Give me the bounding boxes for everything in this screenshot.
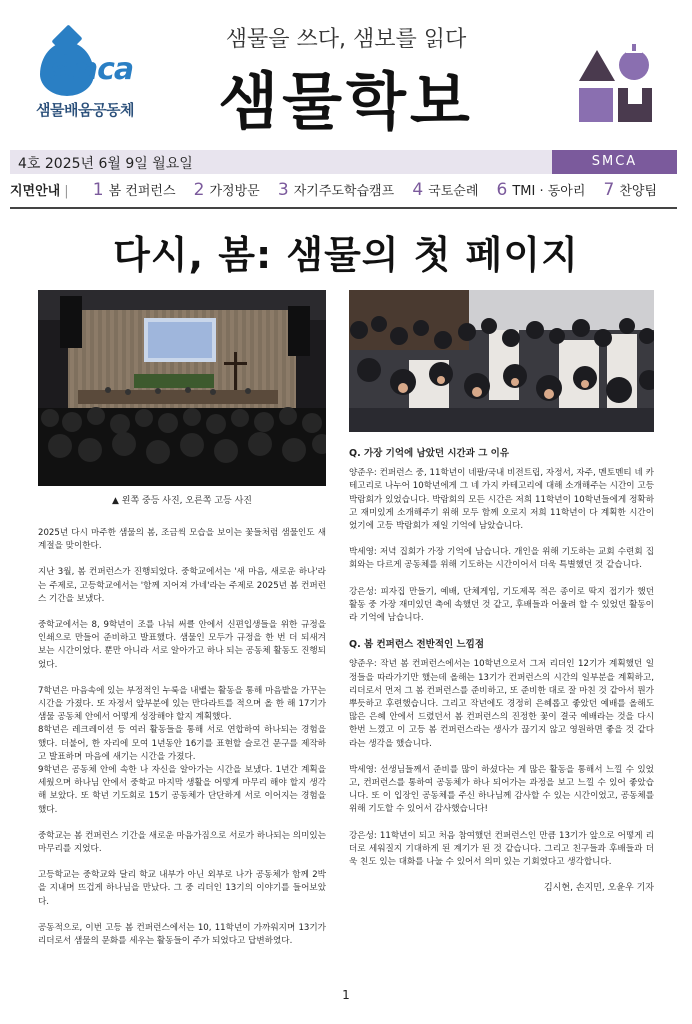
paragraph: 지난 3월, 봄 컨퍼런스가 진행되었다. 중학교에서는 '새 마음, 새로운 하나'라는 주제로, 고등학교에서는 '함께 지어져 가네'라는 주제로 2025년 봄 컨퍼런스 기간을 보냈다.: [38, 567, 326, 604]
answer: 양준우: 작년 봄 컨퍼런스에서는 10학년으로서 그저 리더인 12기가 계획했던 일정들을 따라가기만 했는데 올해는 13기가 컨퍼런스의 시간의 일부분을 계획하고, 리더로서 먼저 그 봄 컨퍼런스를 준비하고, 또 준비한 대로 잘 마친 것 같아서 뭔가 뿌듯하고 후련했습니다. 그리고 작년에도 경정히 은혜롭고 좋았던 예배를 올해도 많은 은혜 안에서 드렸던서 봄 컨퍼런스의 진정한 꽃이 결국 예배라는 것을 다시 한번 느꼈고 이 고등 봄 컨퍼런스라는 생사가 끊기지 않고 영원하면 좋을 것 같다라는 생각을 했습니다.: [349, 659, 654, 749]
article-left-column: [38, 527, 326, 961]
toc-item[interactable]: 봄 컨퍼런스: [108, 184, 176, 199]
paragraph: 고등학교는 중학교와 달리 학교 내부가 아닌 외부로 나가 공동체가 함께 2박을 지내며 뜨겁게 하나님을 만났다. 그 중 리더인 13기의 이야기를 들어보았다.: [38, 870, 326, 907]
shapes-logo-icon: [576, 44, 654, 126]
org-name: 샘물배움공동체: [36, 101, 134, 119]
middle-school-photo: [38, 290, 326, 486]
paragraph: 8학년은 레크레이션 등 여러 활동들을 통해 서로 연합하여 하나되는 경험을 했다. 더불어, 한 자리에 모여 1년동안 16기를 표현할 슬로건 문구를 제작하고 발표하며 마음에 새기는 시간을 가졌다.: [38, 725, 326, 762]
toc-num: 1: [92, 180, 104, 200]
reporter-credit: 김시현, 손지민, 오윤우 기자: [544, 883, 654, 894]
photo-caption: ▲ 왼쪽 중등 사진, 오른쪽 고등 사진: [112, 496, 252, 506]
divider: [10, 207, 677, 209]
answer: 양준우: 컨퍼런스 중, 11학년이 네팔/국내 비전트립, 자정서, 자주, 멘토멘티 네 카테고리로 나누어 10학년에게 그 네 가지 카테고리에 대해 소개해주는 시간이 고등 박람회가 있었습니다. 박람회의 모든 시간은 저희 11학년이 10학년들에게 정확하고 재미있게 소개해주기 위해 모두 함께 오로지 저희 11학년이 다 계획한 시간이었기에 고등 박람회가 제일 기억에 남았습니다.: [349, 468, 654, 532]
toc-item[interactable]: 가정방문: [209, 184, 260, 199]
toc-item[interactable]: TMI · 동아리: [512, 184, 586, 199]
issue-date: 4호 2025년 6월 9일 월요일: [18, 156, 193, 172]
answer: 박세영: 선생님들께서 준비를 많이 하셨다는 게 많은 활동을 통해서 느낄 수 있었고, 컨퍼런스를 통하여 공동체가 하나 되어가는 과정을 보고 느낄 수 있어 좋았습니다. 또 이 입장인 공동체를 주신 하나님께 감사할 수 있는 시간이었고, 공동체를 위해 기도할 수 있어서 감사했습니다!: [349, 764, 654, 815]
answer: 강은성: 11학년이 되고 처음 참여했던 컨퍼런스인 만큼 13기가 앞으로 어떻게 리더로 세워질지 기대하게 된 계기가 된 것 같습니다. 그리고 친구들과 후배들과 더욱 친도 있는 대화를 나눌 수 있어서 의미 있는 기회였다고 생각합니다.: [349, 830, 654, 868]
headline: 다시, 봄: 샘물의 첫 페이지: [113, 233, 579, 277]
paragraph: 공동적으로, 이번 고등 봄 컨퍼런스에서는 10, 11학년이 가까워지며 13기가 리더로서 샘물의 문화를 세우는 활동들이 주가 되었다고 답변하였다.: [38, 922, 326, 947]
page-number: 1: [342, 988, 350, 1002]
logo-text: smca: [50, 52, 134, 87]
question-heading: Q. 가장 기억에 남았던 시간과 그 이유: [349, 448, 510, 459]
paragraph: 2025년 다시 마주한 샘물의 봄, 조금씩 모습을 보이는 꽃들처럼 샘물인도 새 계절을 맞이한다.: [38, 528, 326, 552]
paragraph: 9학년은 공동체 안에 속한 나 자신을 알아가는 시간을 보냈다. 1년간 계획을 세웠으며 하나님 안에서 중학교 마지막 생활을 어떻게 마무리 해야 할지 생각해 보았다. 또 학년 기도회로 15기 공동체가 단단하게 서로 이어지는 경험을 했다.: [38, 765, 326, 815]
page-guide: 지면안내 | 1 봄 컨퍼런스 2 가정방문 3 자기주도학습캠프 4 국토순례 6 TMI · 동아리 7 찬양팀: [10, 180, 658, 200]
toc-num: 7: [603, 180, 615, 200]
paragraph: 7학년은 마음속에 있는 부정적인 누룩을 내뱉는 활동을 통해 마음밭을 가꾸는 시간을 가졌다. 또 자정서 앞부분에 있는 만다라트를 적으며 올 한 해 17기가 샘물 공동체 안에서 어떻게 성장해야 할지 계획했다.: [38, 685, 326, 723]
toc-num: 3: [277, 180, 289, 200]
answer: 강은성: 피자집 만들기, 예배, 단체게임, 기도제목 적은 종이로 딱지 접기가 했던 활동 중 가장 재미있던 축에 속했던 것 같고, 후배들과 어울려 할 수 있었던 활동이라 기억에 남습니다.: [349, 586, 654, 624]
toc-num: 4: [412, 180, 424, 200]
newspaper-title: 샘물학보: [218, 65, 474, 138]
toc-item[interactable]: 찬양팀: [619, 184, 658, 199]
high-school-photo: [349, 290, 654, 432]
slogan: 샘물을 쓰다, 샘보를 읽다: [225, 27, 467, 52]
page-guide-label: 지면안내: [10, 184, 61, 199]
issue-bar: [10, 150, 677, 174]
toc-item[interactable]: 국토순례: [428, 184, 479, 199]
article-right-column: [349, 447, 654, 908]
paragraph: 중학교는 봄 컨퍼런스 기간을 새로운 마음가짐으로 서로가 하나되는 의미있는 마무리를 지었다.: [38, 830, 326, 855]
question-heading: Q. 봄 컨퍼런스 전반적인 느낌점: [349, 639, 485, 651]
paragraph: 중학교에서는 8, 9학년이 조를 나눠 써클 안에서 신편입생들을 위한 규정을 인쇄으로 만들어 준비하고 발표했다. 샘물인 모두가 규정을 한 번 더 되새겨 보는 시간이었다. 뿐만 아니라 서로 알아가고 하나 되는 공동체 활동도 진행되었다.: [38, 620, 326, 670]
toc-num: 6: [496, 180, 508, 200]
toc-num: 2: [193, 180, 205, 200]
smca-tag: SMCA: [552, 150, 677, 174]
toc-item[interactable]: 자기주도학습캠프: [293, 184, 395, 199]
answer: 박세영: 저녁 집회가 가장 기억에 남습니다. 개인을 위해 기도하는 교회 수련회 집회와는 다르게 공동체를 위해 기도하는 시간이어서 더욱 특별했던 것 같습니다.: [349, 547, 654, 571]
